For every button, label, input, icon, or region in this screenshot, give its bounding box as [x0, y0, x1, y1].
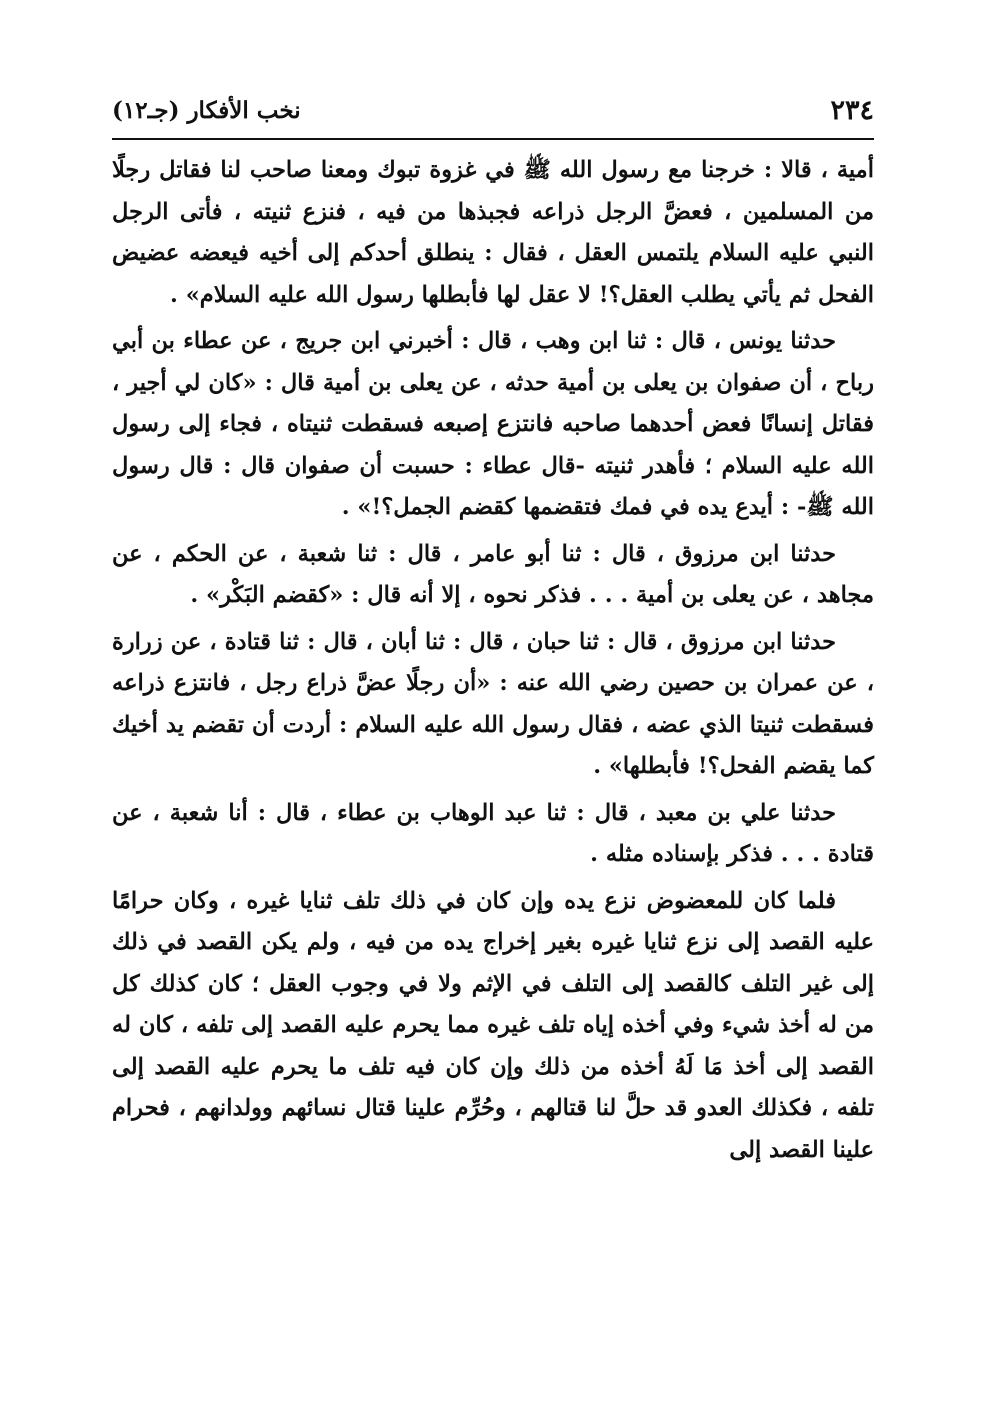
body-text	[112, 150, 874, 1176]
page-header	[112, 88, 874, 128]
paragraph-6: فلما كان للمعضوض نزع يده وإن كان في ذلك تلف ثنايا غيره ، وكان حرامًا عليه القصد إلى نزع ثنايا غيره بغير إخراج يده من فيه ، ولم يكن القصد في ذلك إلى غير التلف كالقصد إلى التلف في الإثم ولا في وجوب العقل ؛ كان كذلك كل من له أخذ شيء وفي أخذه إياه تلف غيره مما يحرم عليه القصد إلى تلفه ، كان له القصد إلى أخذ مَا لَهُ أخذه من ذلك وإن كان فيه تلف ما يحرم عليه القصد إلى تلفه ، فكذلك العدو قد حلَّ لنا قتالهم ، وحُرِّم علينا قتال نسائهم وولدانهم ، فحرام علينا القصد إلى	[112, 887, 874, 1163]
paragraph-2: حدثنا يونس ، قال : ثنا ابن وهب ، قال : أخبرني ابن جريج ، عن عطاء بن أبي رباح ، أن صفوان بن يعلى بن أمية حدثه ، عن يعلى بن أمية قال : «كان لي أجير ، فقاتل إنسانًا فعض أحدهما صاحبه فانتزع إصبعه فسقطت ثنيتاه ، فجاء إلى رسول الله عليه السلام ؛ فأهدر ثنيته -قال عطاء : حسبت أن صفوان قال : قال رسول الله ﷺ- : أيدع يده في فمك فتقضمها كقضم الجمل؟!» .	[112, 328, 874, 520]
header-divider	[112, 138, 874, 140]
running-title: نخب الأفكار (جـ١٢)	[112, 97, 301, 124]
paragraph-3: حدثنا ابن مرزوق ، قال : ثنا أبو عامر ، قال : ثنا شعبة ، عن الحكم ، عن مجاهد ، عن يعلى بن أمية . . . فذكر نحوه ، إلا أنه قال : «كقضم البَكْر» .	[112, 540, 874, 608]
paragraph-4: حدثنا ابن مرزوق ، قال : ثنا حبان ، قال : ثنا أبان ، قال : ثنا قتادة ، عن زرارة ، عن عمران بن حصين رضي الله عنه : «أن رجلًا عضَّ ذراع رجل ، فانتزع ذراعه فسقطت ثنيتا الذي عضه ، فقال رسول الله عليه السلام : أردت أن تقضم يد أخيك كما يقضم الفحل؟! فأبطلها» .	[112, 628, 874, 779]
page-number: ٢٣٤	[830, 95, 874, 126]
paragraph-5: حدثنا علي بن معبد ، قال : ثنا عبد الوهاب بن عطاء ، قال : أنا شعبة ، عن قتادة . . . فذكر بإسناده مثله .	[112, 799, 874, 867]
paragraph-1: أمية ، قالا : خرجنا مع رسول الله ﷺ في غزوة تبوك ومعنا صاحب لنا فقاتل رجلًا من المسلمين ، فعضَّ الرجل ذراعه فجبذها من فيه ، فنزع ثنيته ، فأتى الرجل النبي عليه السلام يلتمس العقل ، فقال : ينطلق أحدكم إلى أخيه فيعضه عضيض الفحل ثم يأتي يطلب العقل؟! لا عقل لها فأبطلها رسول الله عليه السلام» .	[112, 157, 874, 308]
